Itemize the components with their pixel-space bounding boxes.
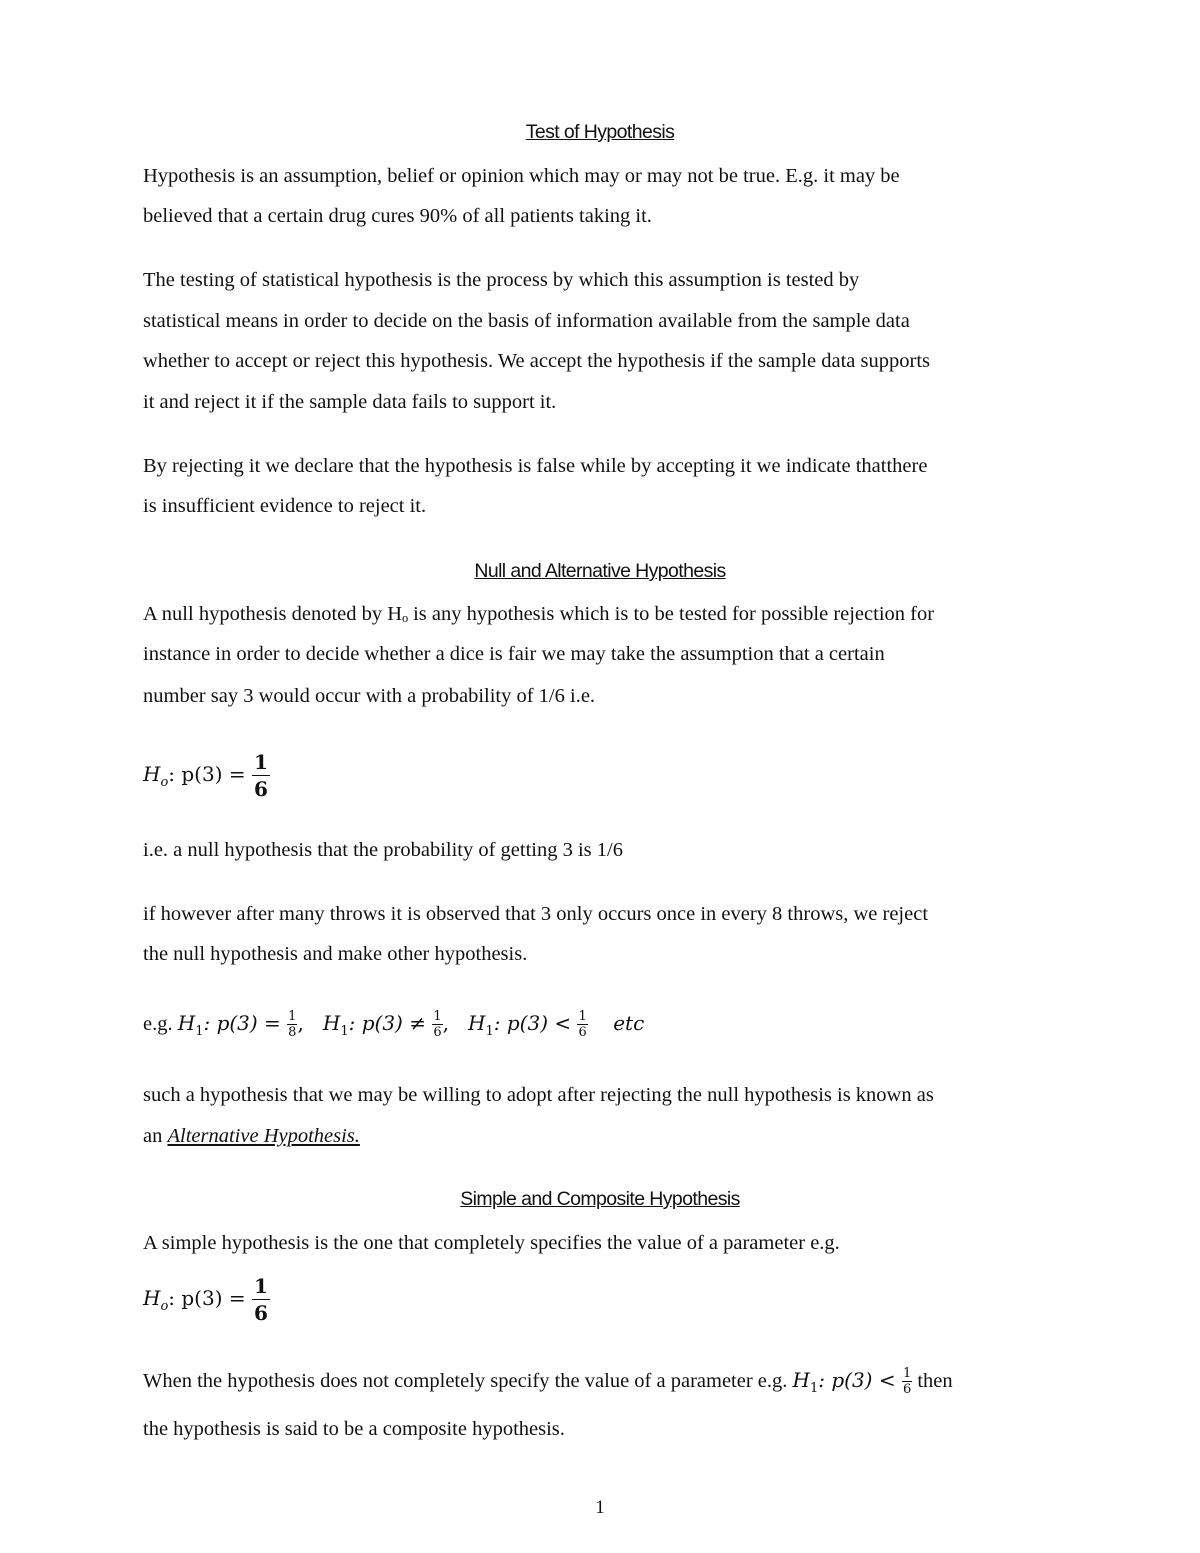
eq-h: H bbox=[143, 762, 161, 786]
fraction-numerator: 1 bbox=[433, 1009, 442, 1024]
section-heading-null: Null and Alternative Hypothesis bbox=[474, 560, 726, 582]
eq-body: : p(3) < bbox=[818, 1368, 902, 1392]
eq-sub: 1 bbox=[195, 1024, 204, 1039]
fraction-denominator: 8 bbox=[288, 1025, 297, 1040]
eq-sub: o bbox=[160, 775, 169, 790]
fraction-denominator: 6 bbox=[578, 1025, 587, 1040]
null-hypothesis-equation bbox=[143, 746, 270, 802]
simple-hypothesis-equation bbox=[143, 1270, 270, 1326]
testing-line-4: it and reject it if the sample data fails to support it. bbox=[143, 391, 557, 413]
eq-body: : p(3) ≠ bbox=[348, 1011, 433, 1035]
such-line-2 bbox=[143, 1124, 360, 1148]
alternative-examples-equation bbox=[143, 1003, 644, 1047]
eq-body: : p(3) < bbox=[493, 1011, 578, 1035]
eq-body: : p(3) = bbox=[168, 1286, 252, 1310]
null-line-3: number say 3 would occur with a probability of 1/6 i.e. bbox=[143, 685, 596, 707]
eq-h: H bbox=[468, 1011, 486, 1035]
eq-separator: , bbox=[297, 1011, 304, 1035]
eq-h: H bbox=[143, 1286, 161, 1310]
testing-line-2: statistical means in order to decide on the basis of information available from the sample data bbox=[143, 310, 910, 332]
eq-sub: 1 bbox=[809, 1381, 819, 1396]
page-number: 1 bbox=[595, 1497, 605, 1518]
fraction bbox=[432, 1010, 442, 1039]
however-line-1: if however after many throws it is observed that 3 only occurs once in every 8 throws, we reject bbox=[143, 903, 929, 925]
fraction bbox=[252, 752, 270, 799]
page-title: Test of Hypothesis bbox=[525, 121, 675, 143]
fraction-denominator: 6 bbox=[253, 1301, 268, 1325]
however-line-2: the null hypothesis and make other hypothesis. bbox=[143, 943, 528, 965]
such-prefix: an bbox=[143, 1125, 168, 1147]
fraction bbox=[287, 1010, 297, 1039]
when-prefix: When the hypothesis does not completely specify the value of a parameter e.g. bbox=[143, 1370, 793, 1392]
null-line-2: instance in order to decide whether a dice is fair we may take the assumption that a certain bbox=[143, 643, 885, 665]
composite-last-line: the hypothesis is said to be a composite hypothesis. bbox=[143, 1418, 565, 1440]
eq-h: H bbox=[322, 1011, 341, 1035]
eq-sub: o bbox=[160, 1299, 169, 1314]
when-suffix: then bbox=[912, 1370, 953, 1392]
intro-line-1: Hypothesis is an assumption, belief or opinion which may or may not be true. E.g. it may be bbox=[143, 165, 900, 187]
null-line-1: A null hypothesis denoted by Hₒ is any hypothesis which is to be tested for possible rejection for bbox=[143, 603, 935, 625]
eq-etc: etc bbox=[613, 1011, 645, 1035]
eq-sub: 1 bbox=[340, 1024, 349, 1039]
ie-line: i.e. a null hypothesis that the probability of getting 3 is 1/6 bbox=[143, 839, 623, 861]
fraction-numerator: 1 bbox=[253, 1274, 268, 1298]
testing-line-1: The testing of statistical hypothesis is the process by which this assumption is tested by bbox=[143, 269, 860, 291]
composite-line bbox=[143, 1360, 953, 1404]
intro-line-2: believed that a certain drug cures 90% of all patients taking it. bbox=[143, 205, 652, 227]
fraction bbox=[577, 1010, 587, 1039]
such-line-1: such a hypothesis that we may be willing to adopt after rejecting the null hypothesis is known as bbox=[143, 1084, 934, 1106]
eq-h: H bbox=[792, 1368, 810, 1392]
eq-body: : p(3) = bbox=[168, 762, 252, 786]
fraction-numerator: 1 bbox=[288, 1009, 297, 1024]
eq-body: : p(3) = bbox=[203, 1011, 288, 1035]
alternative-hypothesis-term: Alternative Hypothesis. bbox=[167, 1125, 360, 1147]
fraction-denominator: 6 bbox=[253, 777, 268, 801]
rejecting-line-1: By rejecting it we declare that the hypothesis is false while by accepting it we indicate thatthere bbox=[143, 455, 928, 477]
section-heading-simple: Simple and Composite Hypothesis bbox=[460, 1188, 740, 1210]
eg-prefix: e.g. bbox=[143, 1013, 178, 1035]
fraction-numerator: 1 bbox=[578, 1009, 587, 1024]
fraction bbox=[252, 1276, 270, 1323]
simple-line-1: A simple hypothesis is the one that completely specifies the value of a parameter e.g. bbox=[143, 1232, 840, 1254]
eq-sub: 1 bbox=[485, 1024, 494, 1039]
fraction-numerator: 1 bbox=[902, 1366, 912, 1381]
eq-separator: , bbox=[442, 1011, 449, 1035]
fraction bbox=[902, 1367, 912, 1396]
rejecting-line-2: is insufficient evidence to reject it. bbox=[143, 495, 427, 517]
fraction-numerator: 1 bbox=[253, 750, 268, 774]
testing-line-3: whether to accept or reject this hypothesis. We accept the hypothesis if the sample data supports bbox=[143, 350, 930, 372]
fraction-denominator: 6 bbox=[902, 1382, 912, 1397]
fraction-denominator: 6 bbox=[433, 1025, 442, 1040]
eq-h: H bbox=[177, 1011, 196, 1035]
